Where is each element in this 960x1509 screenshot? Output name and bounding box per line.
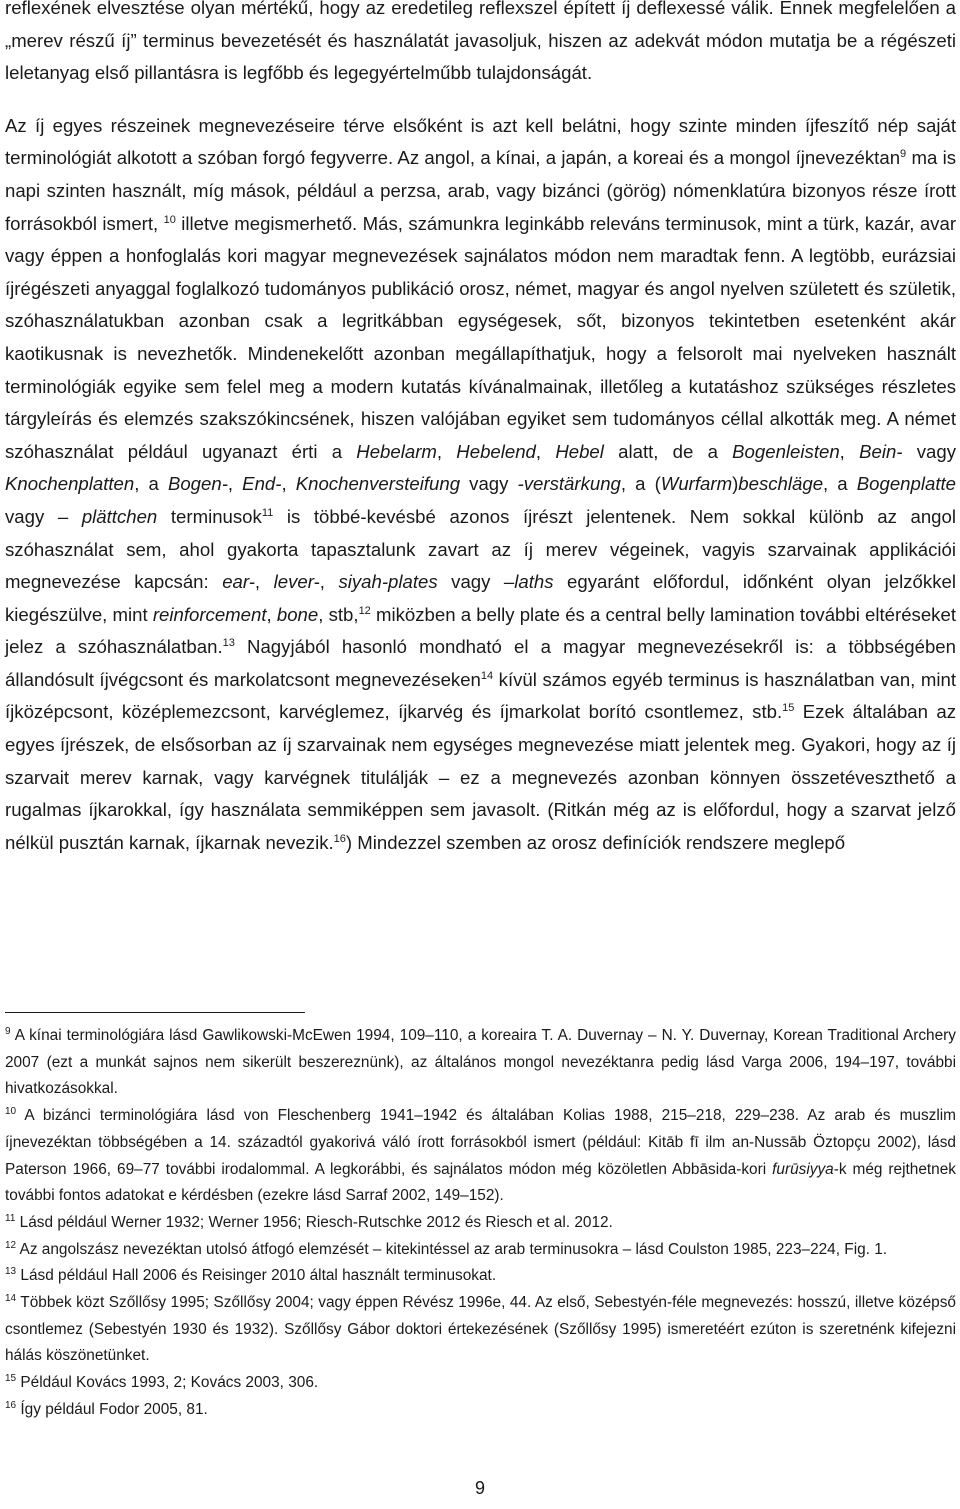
text-run: miközben a belly plate és a central belly lamination további eltéréseket jelez a szóhasználatban. — [5, 603, 956, 658]
italic-term: Bein- — [859, 440, 903, 462]
footnote-ref: 14 — [480, 669, 494, 682]
italic-term: End- — [242, 473, 282, 495]
italic-term: Wurfarm — [660, 473, 733, 495]
footnote-ref: 13 — [5, 1266, 17, 1278]
text-run: egyaránt előfordul, időnként olyan jelzőkkel kiegészülve, mint — [5, 571, 956, 625]
footnote-9 — [5, 1023, 956, 1103]
italic-term: Bogen- — [167, 473, 228, 495]
text-run: is többé-kevésbé azonos íjrészt jelentenek. Nem sokkal különb az angol szóhasználat sem, ahol gyakorta tapasztalunk zavart az íj merev végeinek, vagyis szarvainak applikációi megnevezése kapcsán: — [5, 505, 956, 593]
text-run: Lásd például Werner 1932; Werner 1956; Riesch-Rutschke 2012 és Riesch et al. 2012. — [15, 1213, 613, 1231]
footnote-ref: 11 — [261, 506, 274, 519]
footnote-ref: 11 — [5, 1212, 16, 1224]
italic-term: siyah-plates — [338, 571, 438, 593]
footnote-ref: 15 — [782, 702, 795, 715]
text-run: Lásd például Hall 2006 és Reisinger 2010 által használt terminusokat. — [16, 1267, 497, 1285]
italic-term: Knochenplatten — [5, 473, 135, 495]
text-run: alatt, de a — [603, 440, 733, 462]
footnote-15 — [5, 1370, 956, 1397]
text-run: ) — [732, 473, 739, 495]
text-run: Nagyjából hasonló mondható el a magyar megnevezésekről is: a többségében állandósult íjvégcsont és markolatcsont megnevezéseken — [5, 636, 956, 690]
body-paragraph-2 — [5, 110, 956, 860]
text-run: reflexének elvesztése olyan mértékű, hogy az eredetileg reflexszel épített íj deflexessé válik. Ennek megfelelően a „merev részű íj” terminus bevezetését és használatát javasoljuk, hiszen az adekvát módon mutatja be a régészeti leletanyag első pillantásra is legfőbb és legegyértelműbb tulajdonságát. — [5, 0, 956, 84]
footnote-14 — [5, 1290, 956, 1370]
footnote-ref: 15 — [5, 1373, 17, 1385]
footnote-ref: 12 — [358, 604, 371, 617]
footnote-ref: 13 — [222, 637, 235, 650]
text-run: Az angolszász nevezéktan utolsó átfogó elemzését – kitekintéssel az arab terminusokra – lásd Coulston 1985, 223–224, Fig. 1. — [16, 1240, 888, 1258]
italic-term: Bogenplatte — [856, 473, 957, 495]
text-run: Többek közt Szőllősy 1995; Szőllősy 2004; vagy éppen Révész 1996e, 44. Az első, Sebestyén-féle megnevezés: hosszú, illetve középső csontlemez (Sebestyén 1930 és 1932). Szőllősy Gábor doktori értekezésének (Szőllősy 1995) ismeretéért ezúton is szeretnénk kifejezni hálás köszönetünket. — [5, 1294, 956, 1365]
italic-term: Knochenversteifung — [295, 473, 461, 495]
text-run: , — [319, 571, 339, 593]
footnote-16 — [5, 1397, 956, 1424]
footnote-ref: 9 — [900, 148, 907, 161]
footnote-separator — [5, 1012, 305, 1013]
text-run: A kínai terminológiára lásd Gawlikowski-McEwen 1994, 109–110, a koreaira T. A. Duvernay – N. Y. Duvernay, Korean Traditional Archery 2007 (ezt a munkát sajnos nem sikerült beszereznünk), az általános mongol nevezéktanra pedig lásd Varga 2006, 194–197, további hivatkozásokkal. — [5, 1027, 956, 1098]
text-run: Például Kovács 1993, 2; Kovács 2003, 306. — [16, 1374, 319, 1392]
italic-term: Hebel — [555, 440, 604, 462]
text-run: , a — [823, 473, 857, 495]
italic-term: bone — [276, 603, 319, 625]
text-run: , — [254, 571, 274, 593]
footnote-ref: 10 — [163, 213, 176, 226]
footnote-ref: 12 — [5, 1239, 17, 1251]
text-run: vagy — [460, 473, 518, 495]
footnote-10 — [5, 1103, 956, 1210]
text-run: ) Mindezzel szemben az orosz definíciók rendszere meglepő — [345, 831, 846, 853]
text-run: Ezek általában az egyes íjrészek, de elsősorban az íj szarvainak nem egységes megnevezése miatt jelentek meg. Gyakori, hogy az íj szarvait merev karnak, vagy karvégnek titulálják – ez a megnevezés azonban könnyen összetéveszthető a rugalmas íjkarokkal, így használata semmiképpen sem javasolt. (Ritkán még az is előfordul, hogy a szarvat jelző nélkül pusztán karnak, íjkarnak nevezik. — [5, 701, 956, 853]
italic-term: furūsiyya — [772, 1160, 834, 1178]
text-run: -k még rejthetnek további fontos adatokat e kérdésben (ezekre lásd Sarraf 2002, 149–152). — [5, 1160, 956, 1205]
text-run: vagy — [902, 440, 957, 462]
italic-term: Hebelarm — [356, 440, 437, 462]
italic-term: plättchen — [81, 505, 158, 527]
italic-term: Hebelend — [456, 440, 536, 462]
text-run: vagy – — [437, 571, 515, 593]
text-run: , — [436, 440, 457, 462]
body-paragraph-1 — [5, 0, 956, 90]
text-run: ma is napi szinten használt, míg mások, például a perzsa, arab, vagy bizánci (görög) nómenklatúra bizonyos része írott forrásokból ismert, — [5, 147, 956, 234]
italic-term: Bogenleisten — [732, 440, 840, 462]
text-run: , — [535, 440, 556, 462]
text-run: illetve megismerhető. Más, számunkra leginkább releváns terminusok, mint a türk, kazár, avar vagy éppen a honfoglalás kori magyar megnevezések sajnálatos módon nem maradtak fenn. A legtöbb, eurázsiai íjrégészeti anyaggal foglalkozó tudományos publikáció orosz, német, magyar és angol nyelven született és születik, szóhasználatukban azonban csak a legritkábban egységesek, sőt, bizonyos tekintetben esetenként akár kaotikusnak is nevezhetők. Mindenekelőtt azonban megállapíthatjuk, hogy a felsorolt mai nyelveken használt terminológiák egyike sem felel meg a modern kutatás kívánalmainak, illetőleg a kutatáshoz szükséges részletes tárgyleírás és elemzés szakszókincsének, hiszen valójában egyiket sem tudományos céllal alkották meg. A német szóhasználat például ugyanazt érti a — [5, 212, 957, 462]
text-run: , — [281, 473, 296, 495]
italic-term: beschläge — [738, 473, 824, 495]
text-run: A bizánci terminológiára lásd von Fleschenberg 1941–1942 és általában Kolias 1988, 215–218, 229–238. Az arab és muszlim íjnevezéktan többségében a 14. századtól gyakorivá váló írott forrásokból ismert (például: Kitāb fī ilm an-Nussāb Öztopçu 2002), lásd Paterson 1966, 69–77 további irodalommal. A legkorábbi, és sajnálatos módon még közöletlen Abbāsida-kori — [5, 1107, 956, 1178]
footnote-13 — [5, 1263, 956, 1290]
text-run: kívül számos egyéb terminus is használatban van, mint íjközépcsont, középlemezcsont, karvéglemez, íjkarvég és íjmarkolat borító csontlemez, stb. — [5, 668, 956, 723]
italic-term: lever- — [273, 571, 320, 593]
italic-term: ear- — [222, 571, 255, 593]
text-run: , a — [134, 473, 168, 495]
footnote-11 — [5, 1210, 956, 1237]
text-run: Így például Fodor 2005, 81. — [16, 1400, 208, 1418]
footnote-ref: 16 — [5, 1399, 17, 1411]
footnote-ref: 10 — [5, 1105, 17, 1117]
footnotes-section — [5, 1023, 956, 1424]
text-run: , — [266, 603, 277, 625]
footnote-ref: 9 — [5, 1025, 11, 1037]
text-run: , stb, — [318, 603, 359, 625]
text-run: , — [227, 473, 243, 495]
text-run: , — [839, 440, 860, 462]
text-run: terminusok — [157, 505, 262, 527]
footnote-12 — [5, 1237, 956, 1264]
footnote-ref: 16 — [333, 832, 346, 845]
text-run: vagy – — [5, 505, 82, 527]
italic-term: -verstärkung — [517, 473, 621, 495]
italic-term: reinforcement — [152, 603, 267, 625]
footnote-ref: 14 — [5, 1292, 17, 1304]
text-run: , a ( — [620, 473, 661, 495]
page-number: 9 — [474, 1478, 485, 1498]
text-run: Az íj egyes részeinek megnevezéseire térve elsőként is azt kell belátni, hogy szinte minden íjfeszítő nép saját terminológiát alkotott a szóban forgó fegyverre. Az angol, a kínai, a japán, a koreai és a mongol íjnevezéktan — [5, 114, 956, 169]
italic-term: laths — [514, 571, 554, 593]
